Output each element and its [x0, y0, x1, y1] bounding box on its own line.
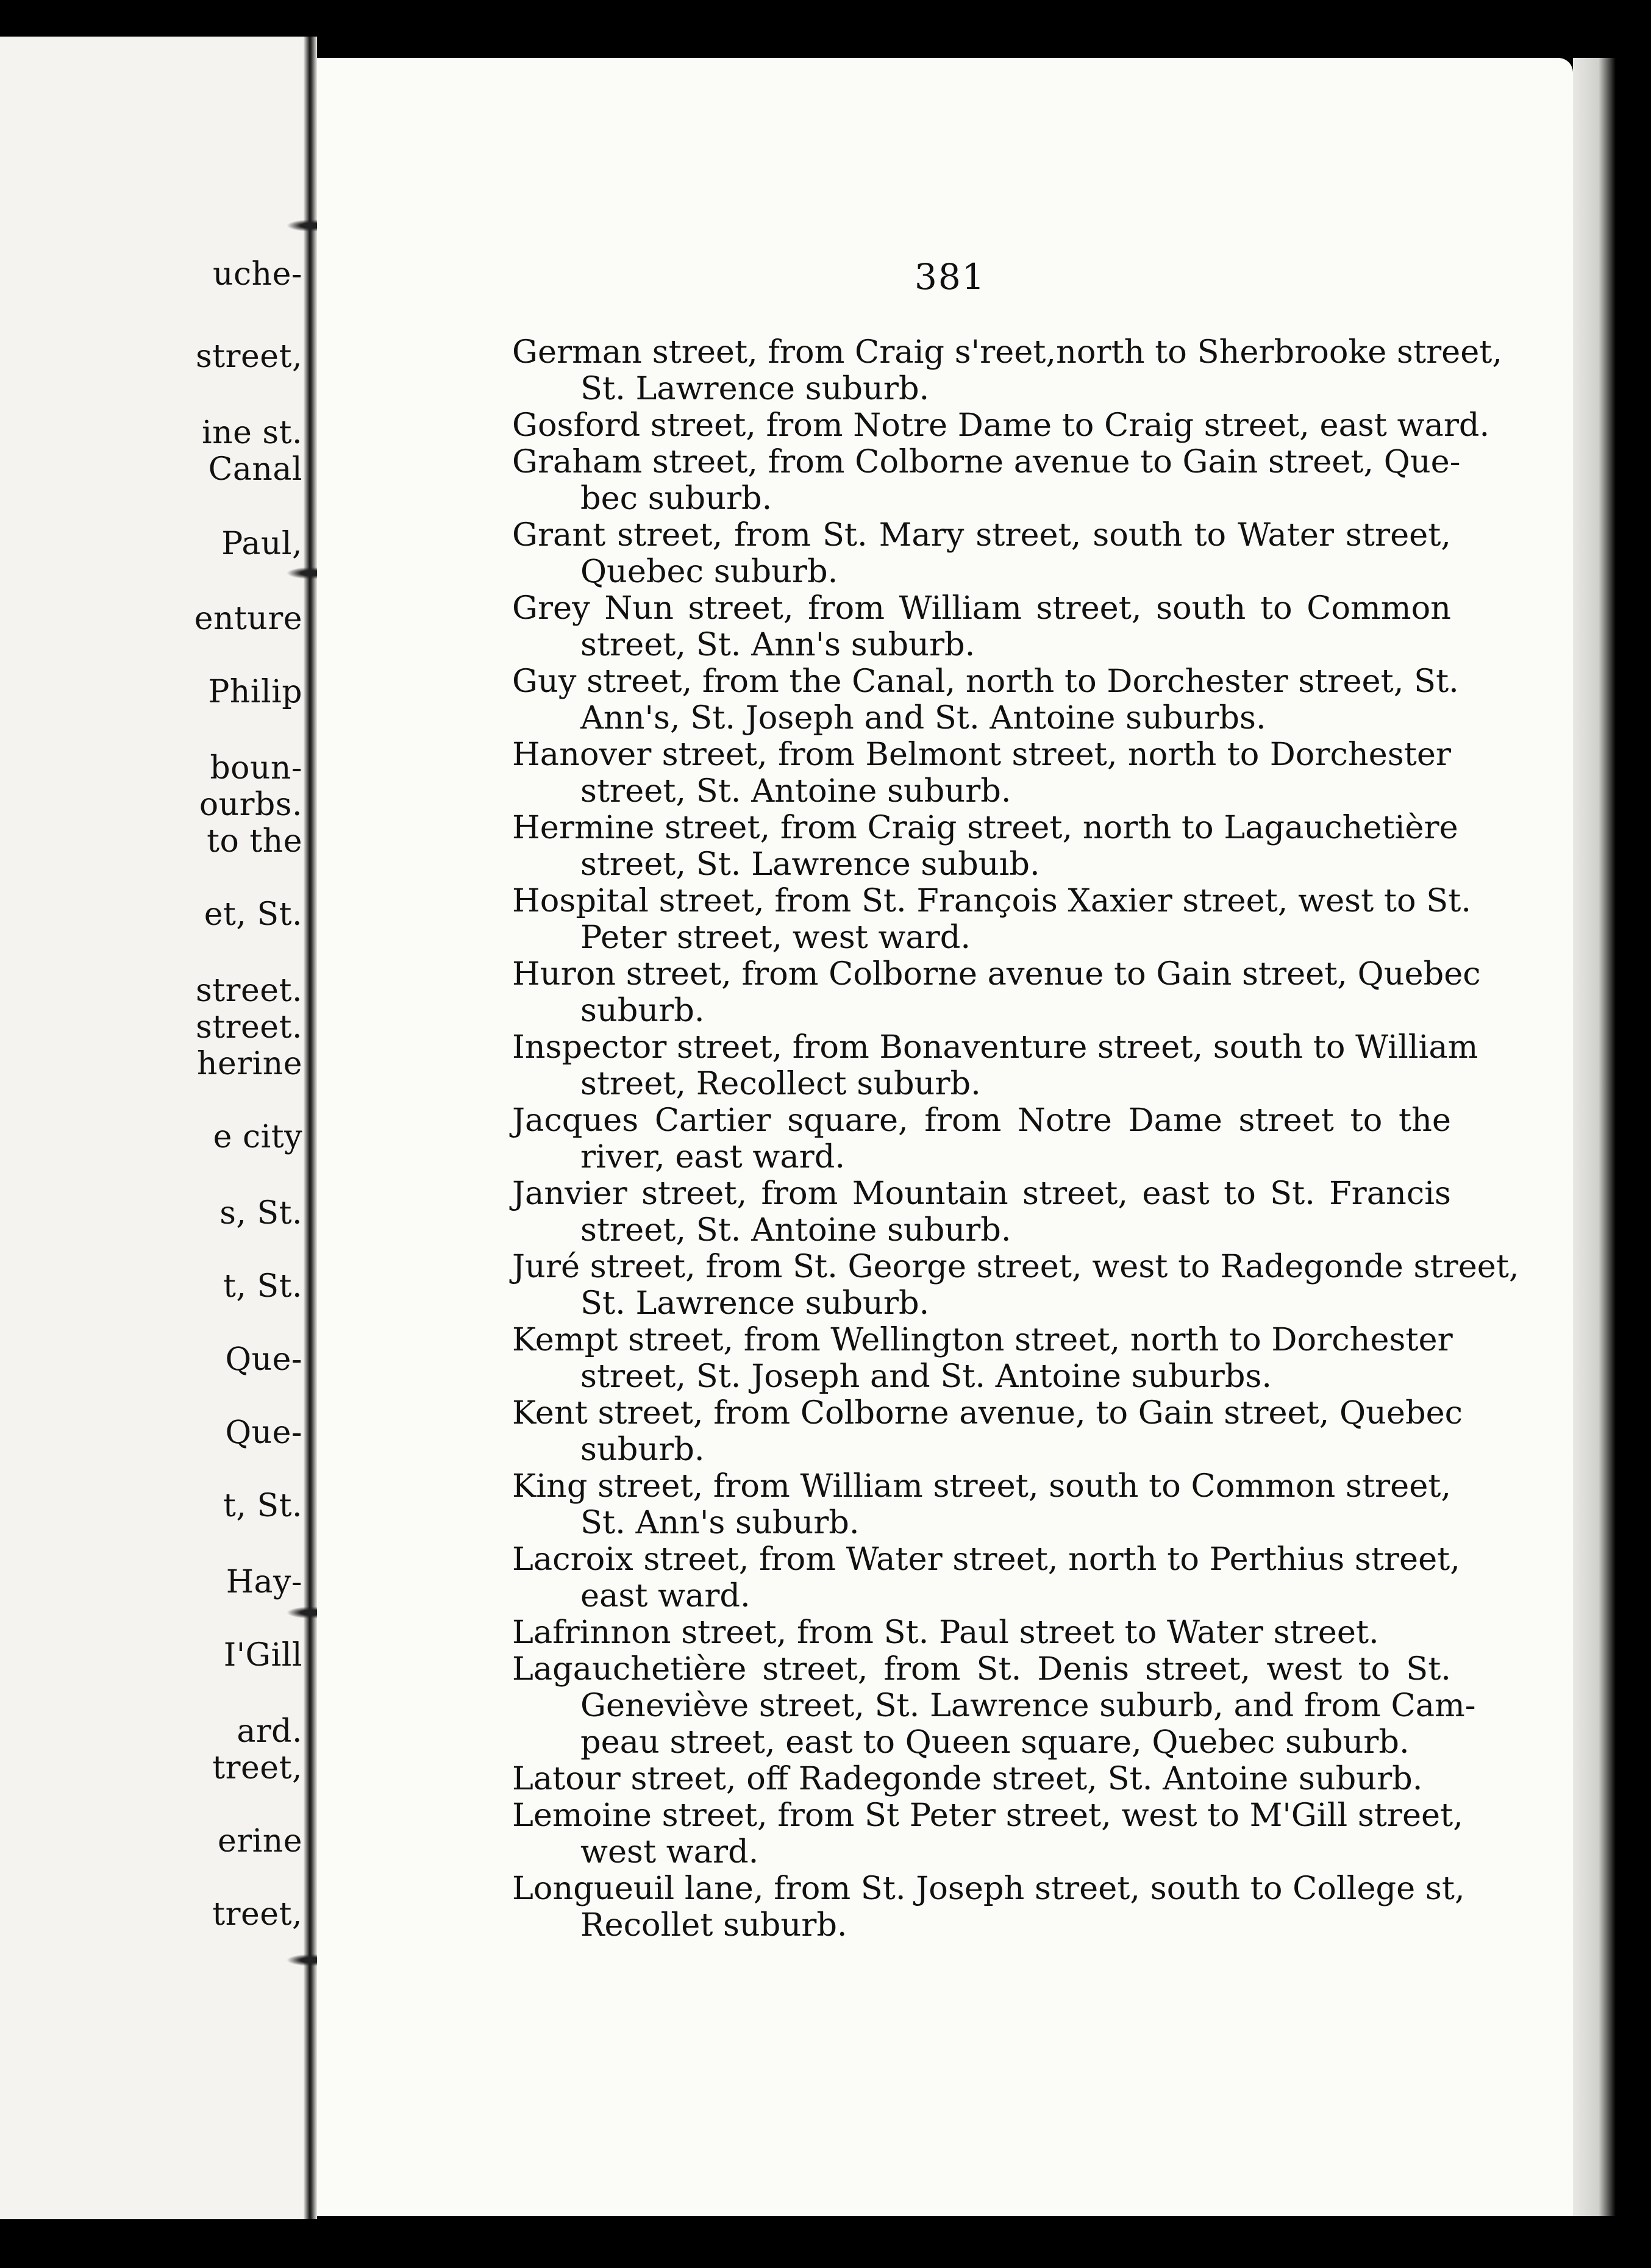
left-page-fragment: treet,: [212, 1750, 302, 1786]
street-entry: [512, 1248, 1519, 1322]
street-entry-continuation: bec suburb.: [580, 480, 772, 517]
street-entry-line: Inspector street, from Bonaventure street, south to William: [512, 1029, 1478, 1066]
left-page-fragment: Canal: [208, 451, 302, 488]
street-entry-line: Lemoine street, from St Peter street, west to M'Gill street,: [512, 1797, 1463, 1834]
street-entry-line: Graham street, from Colborne avenue to Gain street, Que-: [512, 443, 1461, 480]
left-page-fragment: street.: [196, 1009, 302, 1046]
street-entry-line: Lagauchetière street, from St. Denis street, west to St.: [512, 1650, 1451, 1688]
street-entry-continuation: suburb.: [580, 992, 705, 1029]
street-entry-continuation: Ann's, St. Joseph and St. Antoine suburbs.: [580, 699, 1266, 736]
street-entry-continuation: street, St. Antoine suburb.: [580, 772, 1011, 810]
street-entry: [512, 1650, 1476, 1761]
street-entry-line: Gosford street, from Notre Dame to Craig street, east ward.: [512, 407, 1490, 444]
street-entry: [512, 333, 1503, 407]
left-page-fragment: enture: [194, 601, 302, 637]
street-entry: [512, 955, 1481, 1029]
street-entry: [512, 407, 1490, 444]
street-entry: [512, 1761, 1451, 1797]
street-entry: [512, 443, 1461, 517]
left-page-fragment: uche-: [213, 256, 302, 293]
street-entry-continuation: St. Lawrence suburb.: [580, 1285, 930, 1322]
street-entry-continuation: Geneviève street, St. Lawrence suburb, and from Cam-: [580, 1687, 1476, 1724]
street-entry: [512, 1468, 1451, 1541]
left-page-fragment: street.: [196, 972, 302, 1009]
street-entry-line: Janvier street, from Mountain street, east to St. Francis: [512, 1175, 1451, 1212]
left-page-fragment: t, St.: [223, 1488, 302, 1524]
street-entry-continuation: peau street, east to Queen square, Quebec suburb.: [580, 1724, 1410, 1761]
street-entry-continuation: east ward.: [580, 1577, 751, 1614]
street-entry-line: Grey Nun street, from William street, south to Common: [512, 590, 1451, 627]
page-number: 381: [915, 256, 986, 298]
street-entry-line: King street, from William street, south to Common street,: [512, 1467, 1452, 1505]
street-entry-line: Kent street, from Colborne avenue, to Gain street, Quebec: [512, 1394, 1463, 1432]
left-page-fragment: I'Gill: [223, 1637, 302, 1674]
left-page-fragment: herine: [196, 1046, 302, 1082]
street-entry-continuation: street, St. Antoine suburb.: [580, 1211, 1011, 1249]
street-entry-line: Hospital street, from St. François Xaxier street, west to St.: [512, 882, 1472, 919]
street-entry: [512, 809, 1458, 883]
street-entry-continuation: Quebec suburb.: [580, 553, 838, 590]
street-entry-line: Grant street, from St. Mary street, south to Water street,: [512, 516, 1451, 554]
street-entry: [512, 1102, 1451, 1175]
street-entry-continuation: suburb.: [580, 1431, 705, 1468]
left-page-fragment: ine st.: [201, 415, 302, 451]
street-entry: [512, 1175, 1451, 1249]
street-entry: [512, 663, 1459, 736]
street-entry-line: Guy street, from the Canal, north to Dorchester street, St.: [512, 663, 1459, 700]
street-entry: [512, 1797, 1463, 1870]
left-page-fragment: boun-: [210, 750, 302, 786]
left-page-fragment: Hay-: [226, 1564, 302, 1600]
left-page-fragment: ourbs.: [199, 786, 302, 823]
left-page-fragment: Que-: [225, 1414, 302, 1451]
street-entry-continuation: street, St. Lawrence subuıb.: [580, 846, 1040, 883]
left-page-fragment: street,: [196, 338, 302, 375]
street-entry-line: Latour street, off Radegonde street, St. Antoine suburb.: [512, 1760, 1423, 1797]
street-entry-continuation: St. Lawrence suburb.: [580, 370, 930, 407]
street-entry-line: Hermine street, from Craig street, north to Lagauchetière: [512, 809, 1458, 846]
street-entry-continuation: street, Recollect suburb.: [580, 1065, 981, 1102]
street-entry: [512, 1394, 1463, 1468]
left-page-fragment: Philip: [208, 674, 302, 710]
street-entry-line: Kempt street, from Wellington street, north to Dorchester: [512, 1321, 1453, 1358]
street-entry-line: Hanover street, from Belmont street, north to Dorchester: [512, 736, 1451, 773]
street-directory-list: [512, 333, 1519, 1944]
left-page-fragment: et, St.: [204, 896, 302, 933]
left-page-fragment: to the: [207, 823, 302, 860]
street-entry: [512, 1322, 1451, 1395]
street-entry: [512, 1541, 1460, 1614]
street-entry-line: Huron street, from Colborne avenue to Gain street, Quebec: [512, 955, 1481, 993]
street-entry-continuation: Peter street, west ward.: [580, 919, 971, 956]
street-entry: [512, 590, 1451, 663]
street-entry: [512, 1870, 1465, 1944]
street-entry-line: Longueuil lane, from St. Joseph street, south to College st,: [512, 1870, 1465, 1907]
left-page-fragment: treet,: [212, 1896, 302, 1933]
street-entry-line: Juré street, from St. George street, west to Radegonde street,: [512, 1248, 1519, 1285]
left-page-fragment: e city: [213, 1119, 302, 1155]
street-entry-continuation: west ward.: [580, 1833, 759, 1870]
left-page-fragment: s, St.: [219, 1195, 302, 1232]
left-page-fragment: erine: [217, 1823, 302, 1860]
street-entry-continuation: river, east ward.: [580, 1138, 846, 1175]
street-entry-continuation: St. Ann's suburb.: [580, 1504, 860, 1541]
street-entry-line: German street, from Craig s'reet,north to Sherbrooke street,: [512, 333, 1503, 371]
street-entry-line: Jacques Cartier square, from Notre Dame street to the: [512, 1102, 1451, 1139]
street-entry: [512, 517, 1451, 590]
left-page-fragment: t, St.: [223, 1268, 302, 1305]
street-entry-line: Lacroix street, from Water street, north to Perthius street,: [512, 1541, 1460, 1578]
street-entry-continuation: street, St. Joseph and St. Antoine suburbs.: [580, 1358, 1272, 1395]
left-facing-page: [0, 37, 311, 2219]
left-page-fragment: Paul,: [221, 526, 302, 562]
street-entry: [512, 1614, 1451, 1651]
street-entry: [512, 1029, 1478, 1102]
street-entry-continuation: street, St. Ann's suburb.: [580, 626, 975, 663]
street-entry-line: Lafrinnon street, from St. Paul street to Water street.: [512, 1614, 1379, 1651]
street-entry-continuation: Recollet suburb.: [580, 1906, 847, 1944]
page-edge-shadow: [1573, 58, 1616, 2216]
street-entry: [512, 736, 1451, 810]
binding-gutter: [304, 37, 317, 2219]
left-page-fragment: Que-: [225, 1341, 302, 1378]
left-page-fragment: ard.: [237, 1713, 302, 1750]
street-entry: [512, 882, 1472, 956]
